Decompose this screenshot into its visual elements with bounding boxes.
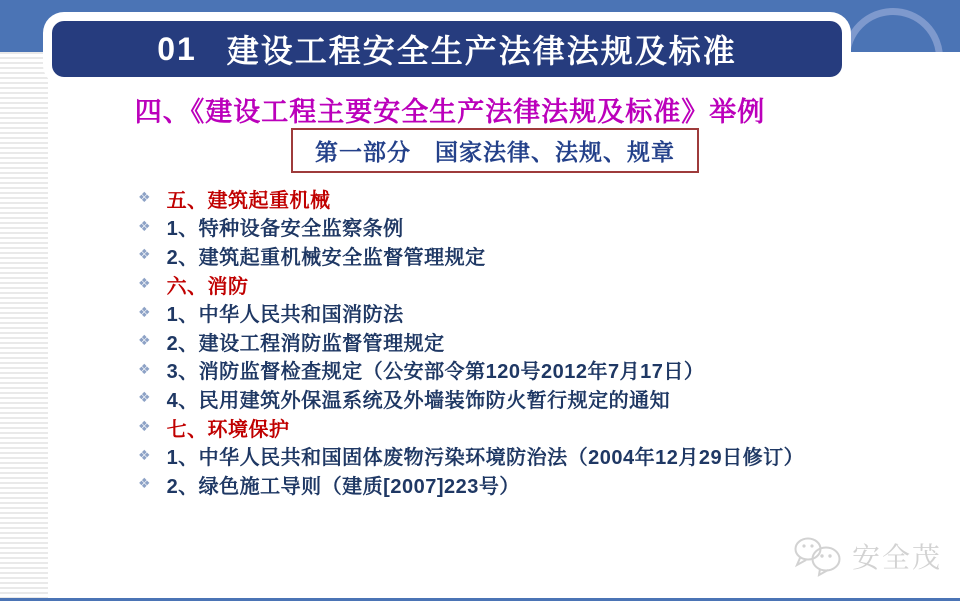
part-label: 第一部分 国家法律、法规、规章 [315, 139, 675, 165]
diamond-bullet-icon: ❖ [138, 360, 151, 377]
list-item-text: 七、环境保护 [166, 418, 290, 441]
list-item [138, 184, 804, 213]
diamond-bullet-icon: ❖ [138, 389, 151, 406]
list-item-text: 2、建筑起重机械安全监督管理规定 [166, 246, 486, 269]
watermark [792, 535, 942, 577]
list-item-text: 1、中华人民共和国消防法 [166, 304, 404, 327]
diamond-bullet-icon: ❖ [138, 217, 151, 234]
diamond-bullet-icon: ❖ [138, 418, 151, 435]
list-item-text: 1、中华人民共和国固体废物污染环境防治法（2004年12月29日修订） [166, 447, 805, 470]
list-item-text: 1、特种设备安全监察条例 [166, 218, 404, 241]
chapter-number: 01 [157, 30, 197, 67]
list-item [138, 241, 804, 270]
section-title: 四、《建设工程主要安全生产法律法规及标准》举例 [134, 97, 766, 127]
list-item-text: 2、绿色施工导则（建质[2007]223号） [166, 475, 520, 498]
wechat-icon [792, 535, 846, 577]
diamond-bullet-icon: ❖ [138, 332, 151, 349]
list-item-text: 六、消防 [166, 275, 249, 298]
list-item-text: 4、民用建筑外保温系统及外墙装饰防火暂行规定的通知 [166, 389, 671, 412]
list-item [138, 470, 804, 499]
circle-arc-icon [843, 8, 943, 52]
diamond-bullet-icon: ❖ [138, 303, 151, 320]
list-item-text: 3、消防监督检查规定（公安部令第120号2012年7月17日） [166, 361, 705, 384]
diamond-bullet-icon: ❖ [138, 275, 151, 292]
law-list [138, 184, 804, 499]
chapter-header [48, 17, 846, 81]
list-item [138, 384, 804, 413]
part-label-box [291, 128, 699, 173]
list-item [138, 270, 804, 299]
watermark-label: 安全茂 [851, 542, 942, 573]
diamond-bullet-icon: ❖ [138, 475, 151, 492]
list-item-text: 2、建设工程消防监督管理规定 [166, 332, 445, 355]
list-item [138, 356, 804, 385]
list-item [138, 441, 804, 470]
list-item [138, 327, 804, 356]
diamond-bullet-icon: ❖ [138, 446, 151, 463]
diamond-bullet-icon: ❖ [138, 246, 151, 263]
list-item [138, 298, 804, 327]
left-stripe-margin [0, 52, 48, 601]
chapter-title: 建设工程安全生产法律法规及标准 [226, 33, 737, 69]
diamond-bullet-icon: ❖ [138, 189, 151, 206]
list-item [138, 213, 804, 242]
list-item-text: 五、建筑起重机械 [166, 189, 331, 212]
list-item [138, 413, 804, 442]
